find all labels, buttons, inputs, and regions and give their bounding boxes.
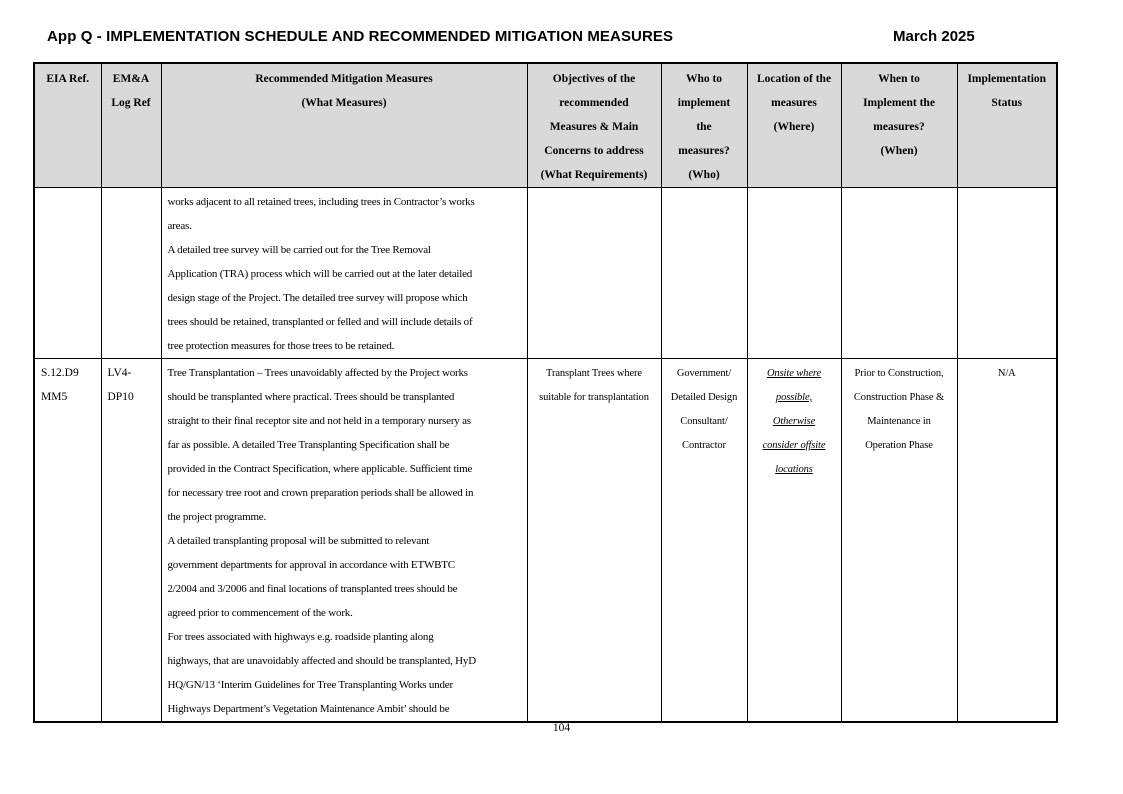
header-cell-ema-log-ref — [101, 63, 161, 188]
text-line: Log Ref — [111, 97, 151, 109]
text-line: Consultant/ — [680, 416, 728, 427]
table-row-continuation — [34, 188, 1057, 359]
text-line: Location of the — [756, 73, 832, 85]
text-line: Implement the — [863, 97, 935, 109]
text-line: Highways Department’s Vegetation Maintenance Ambit’ should be — [167, 703, 450, 715]
text-line: DP10 — [107, 391, 134, 403]
text-line: Onsite where — [766, 368, 822, 379]
header-cell-objectives — [527, 63, 661, 188]
text-line: Operation Phase — [865, 440, 933, 451]
text-line: works adjacent to all retained trees, including trees in Contractor’s works — [167, 196, 475, 208]
text-line: straight to their final receptor site and not held in a temporary nursery as — [167, 415, 471, 427]
text-line: EIA Ref. — [46, 73, 90, 85]
text-line: 2/2004 and 3/2006 and final locations of transplanted trees should be — [167, 583, 458, 595]
text-line: When to — [878, 73, 920, 85]
text-line: trees should be retained, transplanted or felled and will include details of — [167, 316, 473, 328]
text-line: Concerns to address — [544, 145, 644, 157]
text-line: MM5 — [41, 391, 68, 403]
text-line: Who to — [685, 73, 723, 85]
text-line: Tree Transplantation – Trees unavoidably affected by the Project works — [167, 367, 468, 379]
text-line: For trees associated with highways e.g. roadside planting along — [167, 631, 434, 643]
mitigation-schedule-table — [33, 62, 1058, 723]
text-line: Status — [991, 97, 1023, 109]
header-cell-who — [661, 63, 747, 188]
text-line: the — [696, 121, 712, 133]
table-header-row — [34, 63, 1057, 188]
text-line: Contractor — [682, 440, 726, 451]
header-cell-when — [841, 63, 957, 188]
text-line: far as possible. A detailed Tree Transplanting Specification shall be — [167, 439, 450, 451]
text-line: measures? — [873, 121, 925, 133]
cell-log-ref — [101, 188, 161, 359]
header-cell-status — [957, 63, 1057, 188]
text-line: A detailed transplanting proposal will be submitted to relevant — [167, 535, 430, 547]
cell-where — [747, 188, 841, 359]
text-line: (What Measures) — [301, 97, 387, 109]
text-line: Maintenance in — [867, 416, 931, 427]
text-line: highways, that are unavoidably affected and should be transplanted, HyD — [167, 655, 476, 667]
text-line: Prior to Construction, — [854, 368, 944, 379]
text-line: EM&A — [112, 73, 150, 85]
text-line: Otherwise — [772, 416, 816, 427]
text-line: Measures & Main — [549, 121, 639, 133]
page-number: 104 — [552, 722, 571, 734]
text-line: Transplant Trees where — [546, 368, 642, 379]
header-cell-eia-ref — [34, 63, 101, 188]
text-line: Application (TRA) process which will be carried out at the later detailed — [167, 268, 473, 280]
date-label: March 2025 — [893, 28, 975, 45]
text-line: possible, — [775, 392, 813, 403]
text-line: locations — [775, 464, 813, 475]
text-line: implement — [677, 97, 731, 109]
text-line: Construction Phase & — [853, 392, 945, 403]
text-line: Implementation — [967, 73, 1047, 85]
text-line: Detailed Design — [670, 392, 738, 403]
header-cell-measures — [161, 63, 527, 188]
cell-eia-ref — [34, 188, 101, 359]
cell-when — [841, 359, 957, 723]
text-line: (When) — [880, 145, 918, 157]
table-row-s12d9-mm5 — [34, 359, 1057, 723]
text-line: Government/ — [676, 368, 732, 379]
text-line: Objectives of the — [552, 73, 636, 85]
text-line: Recommended Mitigation Measures — [255, 73, 433, 85]
header-cell-where — [747, 63, 841, 188]
cell-log-ref — [101, 359, 161, 723]
cell-objectives — [527, 188, 661, 359]
cell-where — [747, 359, 841, 723]
text-line: should be transplanted where practical. Trees should be transplanted — [167, 391, 455, 403]
text-line: recommended — [559, 97, 629, 109]
cell-who — [661, 188, 747, 359]
text-line: provided in the Contract Specification, where applicable. Sufficient time — [167, 463, 473, 475]
text-line: design stage of the Project. The detailed tree survey will propose which — [167, 292, 468, 304]
cell-status — [957, 359, 1057, 723]
text-line: measures — [771, 97, 817, 109]
cell-who — [661, 359, 747, 723]
text-line: S.12.D9 — [41, 367, 79, 379]
text-line: (What Requirements) — [540, 169, 648, 181]
text-line: government departments for approval in accordance with ETWBTC — [167, 559, 455, 571]
cell-measures — [161, 188, 527, 359]
text-line: A detailed tree survey will be carried out for the Tree Removal — [167, 244, 431, 256]
text-line: N/A — [997, 368, 1016, 379]
text-line: (Where) — [773, 121, 815, 133]
text-line: suitable for transplantation — [539, 392, 649, 403]
cell-status — [957, 188, 1057, 359]
text-line: HQ/GN/13 ‘Interim Guidelines for Tree Transplanting Works under — [167, 679, 453, 691]
text-line: the project programme. — [167, 511, 267, 523]
cell-eia-ref — [34, 359, 101, 723]
text-line: for necessary tree root and crown preparation periods shall be allowed in — [167, 487, 474, 499]
text-line: areas. — [167, 220, 192, 232]
cell-measures — [161, 359, 527, 723]
cell-when — [841, 188, 957, 359]
page-title: App Q - IMPLEMENTATION SCHEDULE AND RECOMMENDED MITIGATION MEASURES — [47, 28, 674, 45]
text-line: consider offsite — [762, 440, 826, 451]
cell-objectives — [527, 359, 661, 723]
text-line: measures? — [678, 145, 730, 157]
text-line: (Who) — [688, 169, 720, 181]
text-line: agreed prior to commencement of the work. — [167, 607, 353, 619]
text-line: LV4- — [107, 367, 132, 379]
text-line: tree protection measures for those trees to be retained. — [167, 340, 395, 352]
